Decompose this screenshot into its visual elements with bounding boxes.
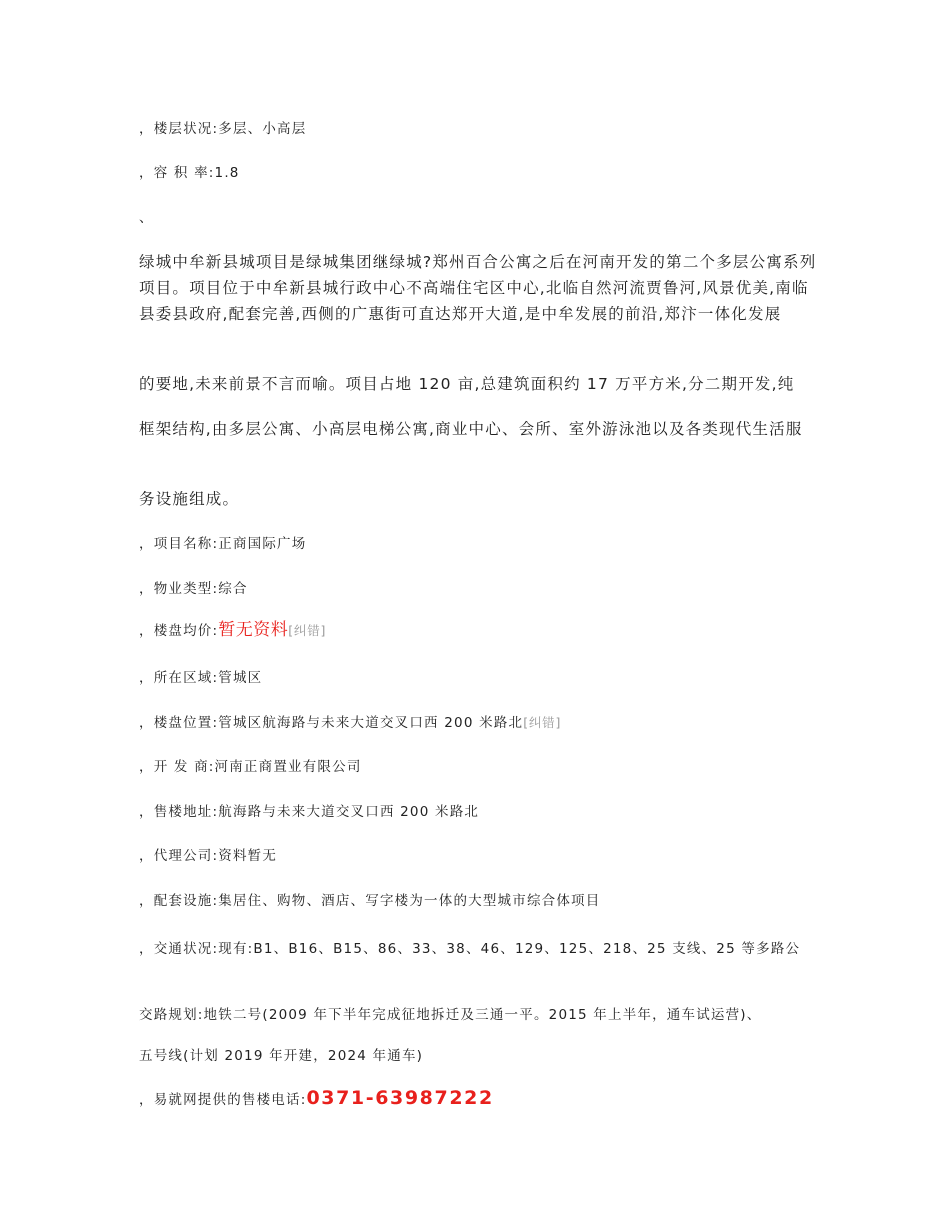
area-line: ，所在区域:管城区: [139, 670, 263, 686]
plot-ratio-line: ，容 积 率:1.8: [139, 165, 240, 181]
location-line: [139, 714, 819, 732]
traffic-line: ，交通状况:现有:B1、B16、B15、86、33、38、46、129、125、218、25 支线、25 等多路公: [139, 941, 801, 957]
project-description-2: 的要地,未来前景不言而喻。项目占地 120 亩,总建筑面积约 17 万平方米,分二期开发,纯: [139, 375, 795, 393]
project-description-4: 务设施组成。: [139, 490, 240, 508]
phone-label: ，易就网提供的售楼电话:: [139, 1092, 307, 1108]
location-text: ，楼盘位置:管城区航海路与未来大道交叉口西 200 米路北: [139, 715, 524, 731]
price-correction-link[interactable]: [纠错]: [288, 623, 327, 638]
project-name-line: ，项目名称:正商国际广场: [139, 536, 307, 552]
phone-line: [139, 1087, 819, 1111]
phone-number[interactable]: 0371-63987222: [306, 1087, 494, 1109]
project-description-3: 框架结构,由多层公寓、小高层电梯公寓,商业中心、会所、室外游泳池以及各类现代生活服: [139, 420, 803, 438]
price-label: ，楼盘均价:: [139, 623, 219, 639]
traffic-plan-line: 交路规划:地铁二号(2009 年下半年完成征地拆迁及三通一平。2015 年上半年，通车试运营)、: [139, 1007, 762, 1023]
separator-mark: 、: [139, 210, 154, 226]
floor-status-line: ，楼层状况:多层、小高层: [139, 121, 307, 137]
price-value: 暂无资料: [218, 620, 289, 640]
facilities-line: ，配套设施:集居住、购物、酒店、写字楼为一体的大型城市综合体项目: [139, 893, 601, 909]
sales-address-line: ，售楼地址:航海路与未来大道交叉口西 200 米路北: [139, 804, 480, 820]
line5-line: 五号线(计划 2019 年开建，2024 年通车): [139, 1048, 424, 1064]
agent-line: ，代理公司:资料暂无: [139, 848, 278, 864]
location-correction-link[interactable]: [纠错]: [523, 715, 562, 730]
property-type-line: ，物业类型:综合: [139, 581, 248, 597]
developer-line: ，开 发 商:河南正商置业有限公司: [139, 759, 362, 775]
project-description-1: 绿城中牟新县城项目是绿城集团继绿城?郑州百合公寓之后在河南开发的第二个多层公寓系列项目。项目位于中牟新县城行政中心不高端住宅区中心,北临自然河流贾鲁河,风景优美,南临县委县政府,配套完善,西侧的广惠街可直达郑开大道,是中牟发展的前沿,郑汴一体化发展: [139, 253, 817, 323]
price-line: [139, 622, 819, 640]
